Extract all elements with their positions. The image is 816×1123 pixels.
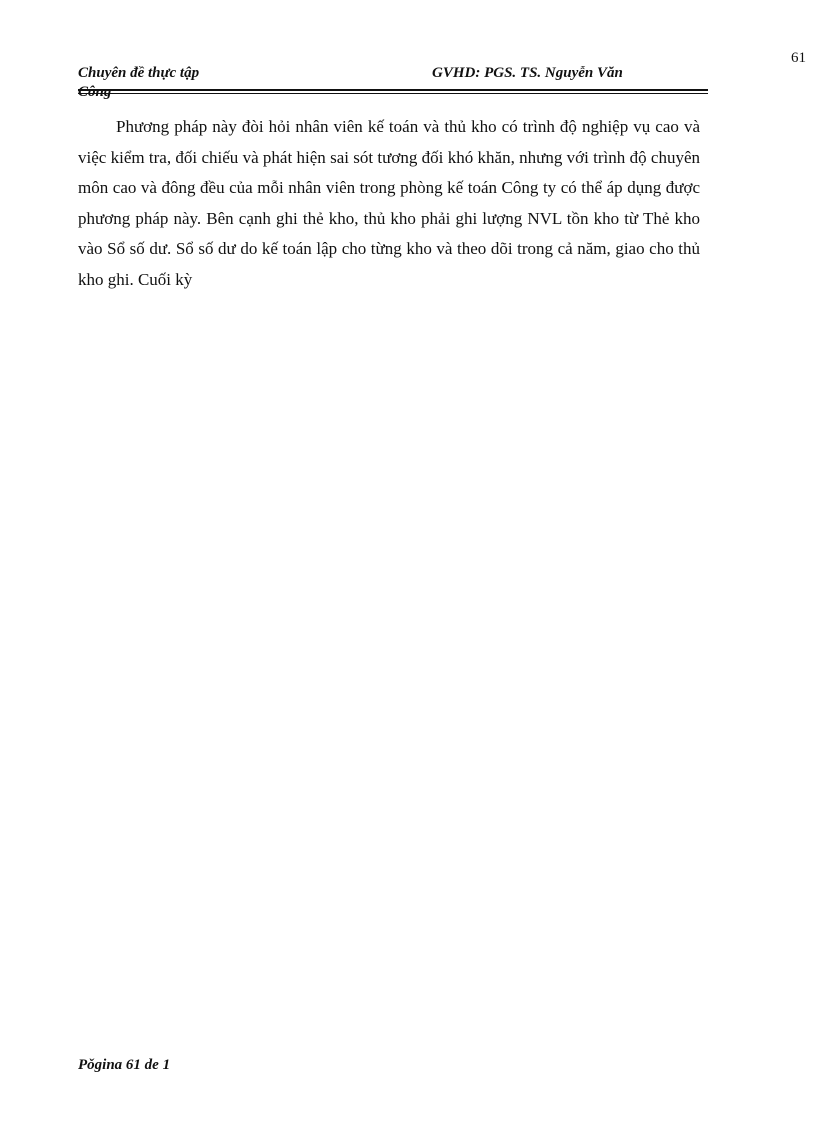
body-paragraph: Phương pháp này đòi hỏi nhân viên kế toán và thủ kho có trình độ nghiệp vụ cao và việc kiểm tra, đối chiếu và phát hiện sai sót tương đối khó khăn, nhưng với trình độ chuyên môn cao và đông đều của mỗi nhân viên trong phòng kế toán Công ty có thể áp dụng được phương pháp này. Bên cạnh ghi thẻ kho, thủ kho phải ghi lượng NVL tồn kho từ Thẻ kho vào Sổ số dư. Sổ số dư do kế toán lập cho từng kho và theo dõi trong cả năm, giao cho thủ kho ghi. Cuối kỳ [78,117,700,289]
header-rule-thick [78,89,708,91]
header-rule-thin [78,93,708,94]
page-number: 61 [791,50,806,66]
footer-page-label: Pǒgina 61 de 1 [78,1057,171,1073]
header-right-supervisor: GVHD: PGS. TS. Nguyễn Văn [432,65,623,81]
header-left-title: Chuyên đề thực tập [78,65,200,81]
header-overflow-text: Công [78,84,112,100]
